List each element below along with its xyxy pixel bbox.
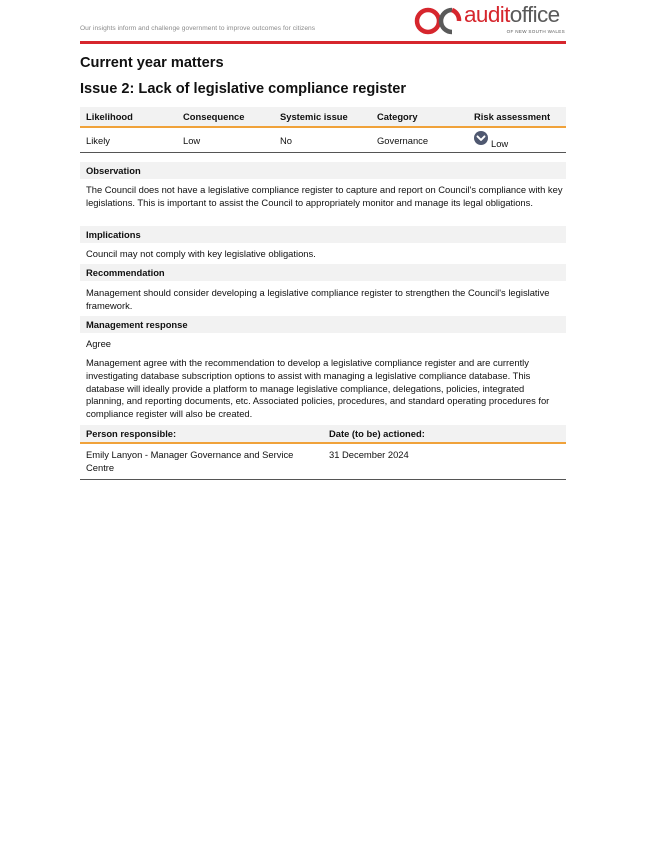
cell-consequence: Low bbox=[183, 134, 201, 146]
cell-date: 31 December 2024 bbox=[329, 449, 409, 460]
management-response-text: Management agree with the recommendation to develop a legislative compliance register and are currently investigating database subscription options to assist with managing a legislative compliance database. This database will ideally provide a platform to manage legislative compliance, delegations, policies, integrated planning, and reporting documents, etc. Associated policies, procedures, and standard operating procedures for compliance register will also be created. bbox=[86, 357, 550, 420]
observation-text: The Council does not have a legislative compliance register to capture and report on Council's compliance with key legislations. This is important to assist the Council to appropriately monitor and manage its legal obligations. bbox=[86, 184, 563, 208]
page-header bbox=[80, 0, 566, 46]
cell-likelihood: Likely bbox=[86, 134, 110, 146]
audit-office-logo bbox=[414, 2, 566, 37]
implications-text: Council may not comply with key legislative obligations. bbox=[86, 248, 316, 259]
cell-risk-assessment bbox=[468, 133, 566, 147]
section-title: Current year matters bbox=[80, 55, 224, 71]
logo-wordmark: auditoffice bbox=[464, 2, 560, 27]
recommendation-text: Management should consider developing a legislative compliance register to strengthen the Council's legislative framework. bbox=[86, 287, 550, 311]
management-response-heading: Management response bbox=[80, 316, 566, 333]
tagline: Our insights inform and challenge government to improve outcomes for citizens bbox=[80, 25, 316, 32]
risk-table bbox=[80, 107, 566, 153]
cell-systemic: No bbox=[280, 134, 292, 146]
risk-table-header bbox=[80, 107, 566, 128]
logo-subtitle: OF NEW SOUTH WALES bbox=[506, 29, 565, 34]
observation-heading: Observation bbox=[80, 162, 566, 179]
header-rule bbox=[80, 41, 566, 44]
header-date-actioned: Date (to be) actioned: bbox=[329, 428, 425, 439]
responsible-table bbox=[80, 425, 566, 480]
table-row bbox=[80, 444, 566, 480]
table-row bbox=[80, 128, 566, 153]
report-page bbox=[80, 0, 566, 473]
logo-rings-icon bbox=[414, 6, 466, 36]
cell-person: Emily Lanyon - Manager Governance and Service Centre bbox=[86, 449, 294, 473]
management-response-agree: Agree bbox=[86, 338, 112, 349]
cell-category: Governance bbox=[377, 134, 429, 146]
issue-title: Issue 2: Lack of legislative compliance register bbox=[80, 81, 407, 97]
responsible-table-header bbox=[80, 425, 566, 444]
chevron-down-circle-icon bbox=[474, 131, 488, 145]
header-systemic-issue: Systemic issue bbox=[280, 111, 348, 122]
header-risk-assessment: Risk assessment bbox=[474, 111, 551, 122]
header-consequence: Consequence bbox=[183, 111, 245, 122]
recommendation-heading: Recommendation bbox=[80, 264, 566, 281]
implications-heading: Implications bbox=[80, 226, 566, 243]
header-category: Category bbox=[377, 111, 418, 122]
header-person-responsible: Person responsible: bbox=[86, 428, 177, 439]
header-likelihood: Likelihood bbox=[86, 111, 133, 122]
risk-value: Low bbox=[491, 138, 509, 149]
